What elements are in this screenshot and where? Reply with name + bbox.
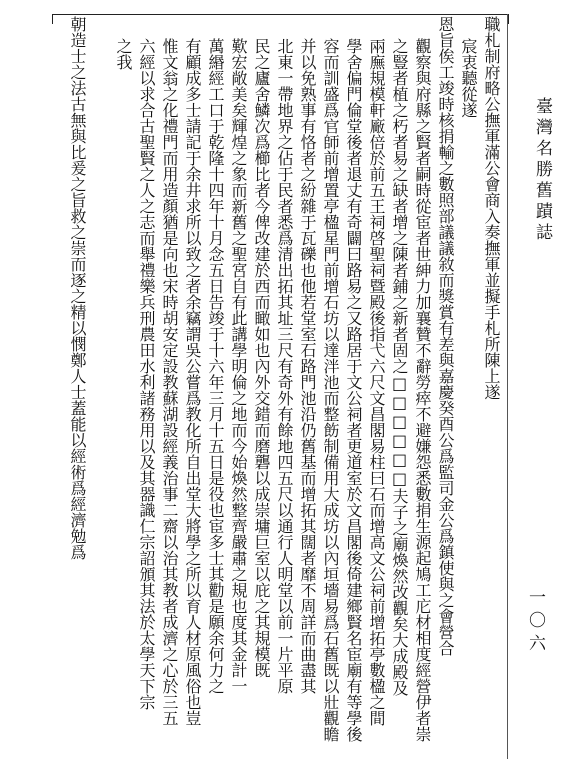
text-column-9: 并以免熟事有恪者之紛雜于瓦礫也他若堂室石路門池沿仍舊基而增拓其闊者靡不周詳而曲盡其 bbox=[298, 38, 317, 694]
text-column-8: 容而訓盛爲官師前增置亭楹星門前增石坊以達泮池而整飭制備用大成坊以內垣墻易爲石舊既以壯觀瞻 bbox=[321, 38, 340, 742]
text-column-12: 歎宏敞美矣輝煌之象而新舊之聖宮自有此講學明倫之地而今始煥然整齊嚴肅之規也度其金計一 bbox=[229, 38, 248, 694]
text-column-10: 北東一帶地界之佔于民者悉爲清出拓其址三尺有奇外有餘地四五尺以通行人明堂以前一片平原 bbox=[275, 38, 294, 694]
running-title: 臺灣名勝舊蹟誌 bbox=[532, 96, 552, 244]
text-column-15: 惟文翁之化禮門而用造顏猶是向也宋時胡安定設教蘇湖設經義治事二齋以治其教者成濟之心於三五 bbox=[160, 38, 179, 726]
text-column-11: 民之廬舍鱗次爲櫛比者今俾改建於西而瞰如也內外交錯而磨礱以成崇墉巨室以庇之其規模既 bbox=[252, 38, 271, 678]
text-column-18: 朝造士之法古無與比爰之旨救之崇而逐之精以憫鄭人士蓋能以經術爲經濟勉爲 bbox=[68, 16, 87, 560]
header-rule bbox=[52, 14, 508, 15]
text-column-2: 宸衷聽從遂 bbox=[459, 38, 478, 118]
text-column-5: 之豎者植之朽者易之缺者增之陳者鋪之新者固之□□□□□□夫子之廟煥然改觀矣大成殿及 bbox=[390, 38, 409, 696]
text-column-4: 觀察與府縣之賢者嗣時從宦者世紳力加襄贊不辭勞瘁不避嫌怨悉數捐生源起鳩工庀材相度經營伊者崇 bbox=[413, 38, 432, 742]
text-column-14: 有顧成多士請記于余井求所以致之者余竊謂吳公嘗爲教化所自出堂大將學之所以育人材原風俗也豈 bbox=[183, 38, 202, 726]
page-number: 一〇六 bbox=[525, 587, 545, 657]
text-column-13: 萬緡經工口于乾隆十四年十月念五日告竣于十六年三月十五日是役也宦多士其勸是願余何力之 bbox=[206, 38, 225, 694]
header-rule-left-tick bbox=[52, 14, 53, 24]
header-rule-right-tick bbox=[508, 14, 509, 24]
margin-divider bbox=[507, 14, 508, 759]
text-column-17: 之我 bbox=[114, 38, 133, 70]
text-column-16: 六經以求合古聖賢之人之志而舉禮樂兵刑農田水利諸務用以及其器識仁宗詔頒其法於太學天下宗 bbox=[137, 38, 156, 710]
text-column-6: 兩廡規模軒廠倍於前五王祠啓聖祠暨殿後指弋六尺文昌閣易柱曰石而增高文公祠前增拓亭數楹之間 bbox=[367, 38, 386, 726]
text-column-7: 學舍偏門倫堂後者退丈有奇闢曰路易之又路居于文公祠者更道室於文昌閣後倚建鄉賢名宦廟有等學後 bbox=[344, 38, 363, 742]
text-column-3: 恩旨俟工竣時核捐輸之數照部議議敘而獎賞有差與嘉慶癸酉公爲監司金公爲鎮使與之會營合 bbox=[436, 16, 455, 656]
text-column-1: 職札制府略公撫軍滿公會商入奏撫軍並擬手札所陳上遂 bbox=[482, 16, 501, 400]
